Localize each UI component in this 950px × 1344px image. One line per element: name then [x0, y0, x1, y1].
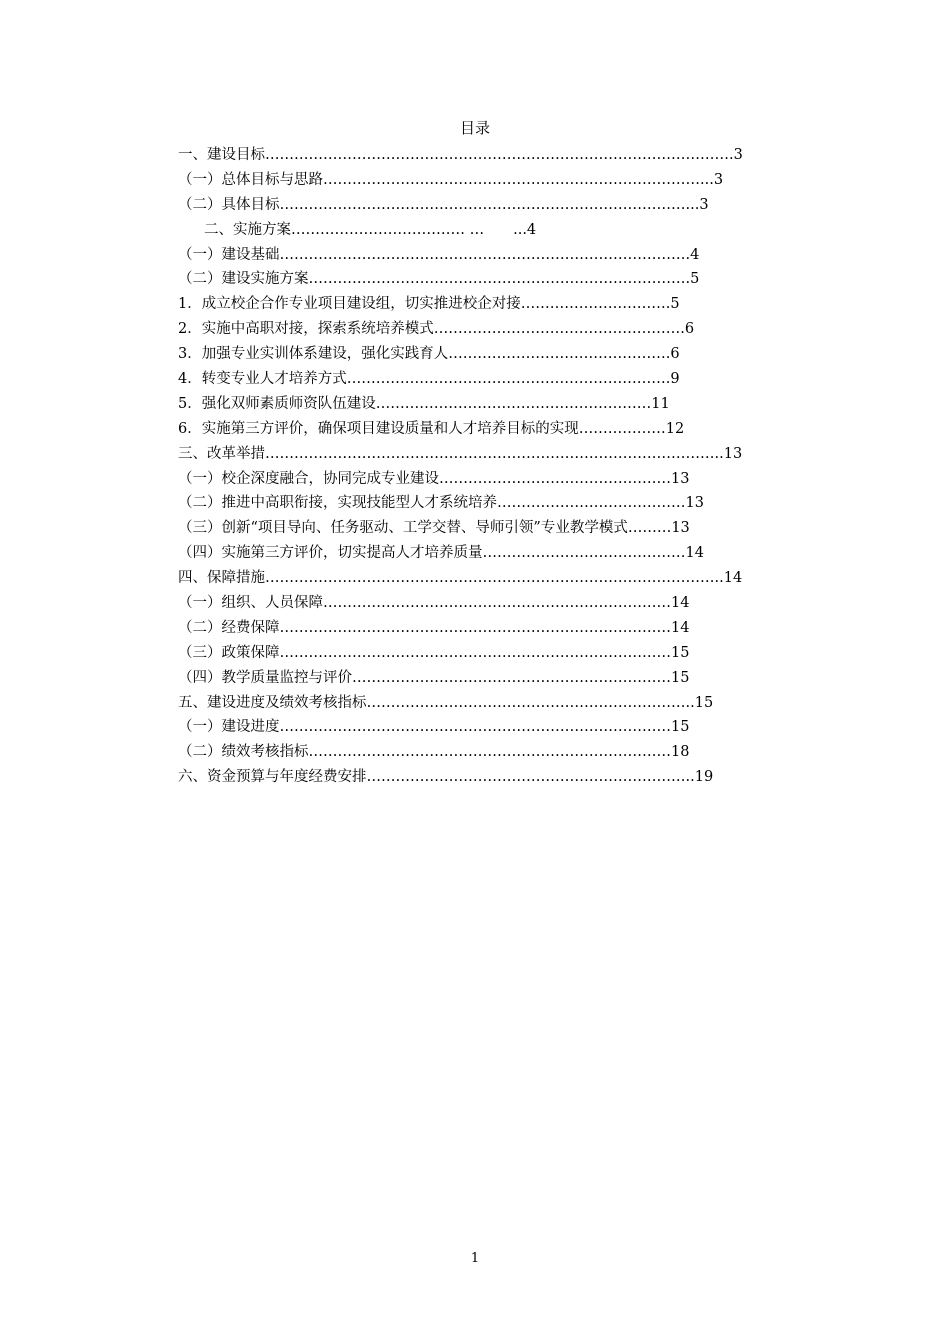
toc-entry[interactable]: 5．强化双师素质师资队伍建设…………………………………………………11	[178, 395, 670, 412]
toc-entry[interactable]: （一）建设基础………………………………………………………………………….4	[178, 246, 700, 263]
toc-entry[interactable]: （二）推进中高职衔接，实现技能型人才系统培养…………………………………13	[178, 495, 704, 512]
toc-entry[interactable]: 4．转变专业人才培养方式………………………………………………………….9	[178, 371, 680, 388]
page-number: 1	[470, 1251, 480, 1266]
toc-entry[interactable]: （三）创新“项目导向、任务驱动、工学交替、导师引领”专业教学模式………13	[178, 520, 690, 537]
toc-entry[interactable]: 三、改革举措…………………………………………………………………………………..13	[178, 445, 743, 462]
toc-entry[interactable]: （二）具体目标…………………………………………………………………………...3	[178, 196, 709, 213]
toc-entry[interactable]: 3．加强专业实训体系建设，强化实践育人……………………………………….6	[178, 346, 680, 363]
toc-entry[interactable]: （二）经费保障………………………………………………………………………14	[178, 619, 690, 636]
toc-entry[interactable]: （二）建设实施方案…………………………………………………………………….5	[178, 271, 700, 288]
toc-entry[interactable]: （一）校企深度融合，协同完成专业建设…………………………………………13	[178, 470, 690, 487]
toc-entry[interactable]: （一）组织、人员保障………………………………………………………………14	[178, 595, 690, 612]
toc-entry[interactable]: （四）实施第三方评价，切实提高人才培养质量……………………………………14	[178, 545, 704, 562]
toc-entry[interactable]: （一）总体目标与思路……………………………………………………………………...3	[178, 171, 724, 188]
toc-title: 目录	[459, 119, 490, 137]
toc-entry[interactable]: 四、保障措施…………………………………………………………………………………..14	[178, 570, 743, 587]
toc-list	[178, 143, 818, 790]
toc-entry[interactable]: 一、建设目标…………………………………………………………………………………….3	[178, 147, 743, 163]
toc-entry[interactable]: 二、实施方案……………………………… … ...4	[204, 221, 537, 238]
toc-entry[interactable]: 2．实施中高职对接，探索系统培养模式…………………………………………….6	[178, 321, 695, 338]
toc-entry[interactable]: （一）建设进度………………………………………………………………………15	[178, 719, 690, 736]
toc-entry[interactable]: 1．成立校企合作专业项目建设组，切实推进校企对接………………………….5	[178, 296, 680, 313]
toc-entry[interactable]: 六、资金预算与年度经费安排…………………………………………………………..19	[178, 769, 714, 786]
toc-entry[interactable]: （二）绩效考核指标…………………………………………………………………18	[178, 744, 690, 761]
toc-entry[interactable]: （四）教学质量监控与评价…………………………………………………………15	[178, 669, 690, 686]
toc-entry[interactable]: 五、建设进度及绩效考核指标…………………………………………………………..15	[178, 694, 714, 711]
toc-entry[interactable]: 6．实施第三方评价，确保项目建设质量和人才培养目标的实现………………12	[178, 420, 685, 437]
toc-entry[interactable]: （三）政策保障………………………………………………………………………15	[178, 644, 690, 661]
